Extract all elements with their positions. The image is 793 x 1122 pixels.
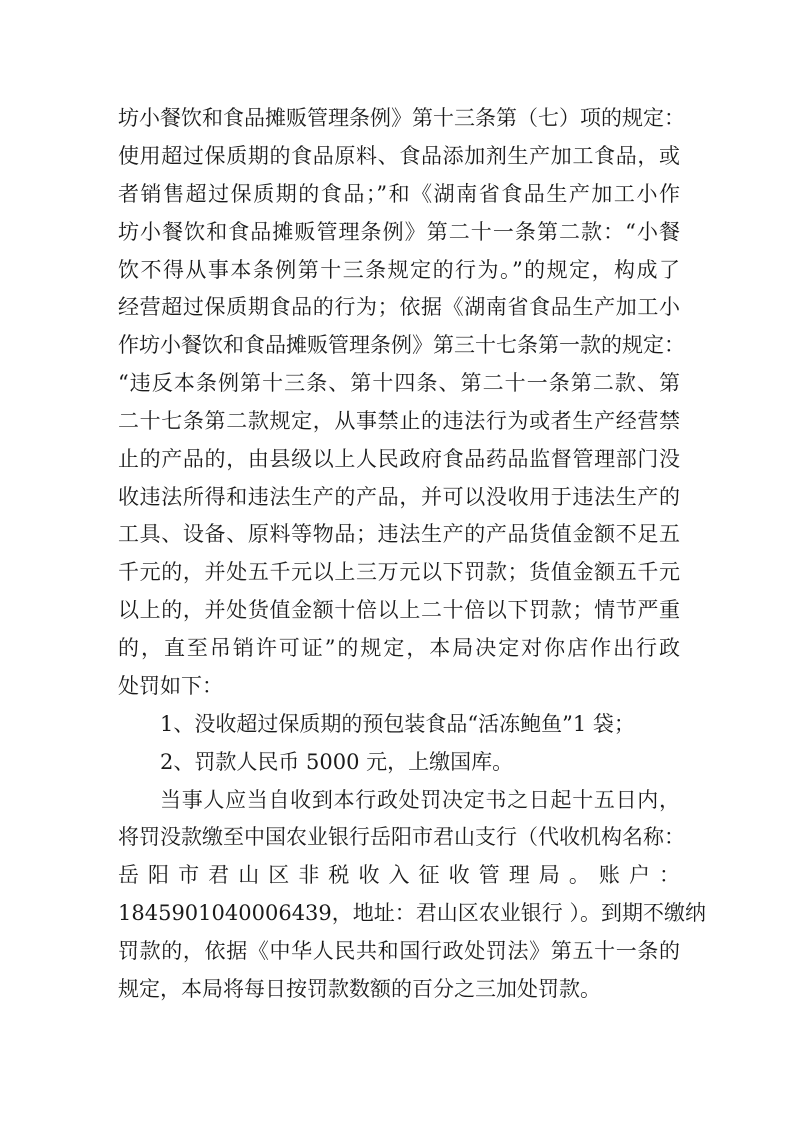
text-line: 规定，本局将每日按罚款数额的百分之三加处罚款。	[118, 977, 601, 1001]
text-line: 收违法所得和违法生产的产品，并可以没收用于违法生产的	[118, 485, 680, 509]
text-line: 经营超过保质期食品的行为；依据《湖南省食品生产加工小	[118, 295, 680, 319]
text-line: 1845901040006439，地址：君山区农业银行 ）。到期不缴纳	[118, 901, 706, 925]
text-line: 使用超过保质期的食品原料、食品添加剂生产加工食品，或	[118, 144, 680, 168]
text-line: 饮不得从事本条例第十三条规定的行为。”的规定，构成了	[118, 258, 680, 282]
text-line: 工具、设备、原料等物品；违法生产的产品货值金额不足五	[118, 522, 680, 546]
text-line: “违反本条例第十三条、第十四条、第二十一条第二款、第	[118, 371, 680, 395]
list-item: 1、没收超过保质期的预包装食品“活冻鲍鱼”1 袋；	[160, 712, 635, 736]
text-line: 千元的，并处五千元以上三万元以下罚款；货值金额五千元	[118, 560, 680, 584]
text-line: 将罚没款缴至中国农业银行岳阳市君山支行（代收机构名称：	[118, 825, 685, 849]
text-line: 作坊小餐饮和食品摊贩管理条例》第三十七条第一款的规定：	[118, 333, 685, 357]
text-line: 罚款的，依据《中华人民共和国行政处罚法》第五十一条的	[118, 939, 680, 963]
text-line: 以上的，并处货值金额十倍以上二十倍以下罚款；情节严重	[118, 598, 680, 622]
list-item: 2、罚款人民币 5000 元，上缴国库。	[160, 750, 514, 774]
text-line: 止的产品的，由县级以上人民政府食品药品监督管理部门没	[118, 447, 680, 471]
text-line: 二十七条第二款规定，从事禁止的违法行为或者生产经营禁	[118, 409, 680, 433]
text-line: 者销售超过保质期的食品；”和《湖南省食品生产加工小作	[118, 182, 680, 206]
text-line: 坊小餐饮和食品摊贩管理条例》第二十一条第二款：“小餐	[118, 220, 680, 244]
text-line: 坊小餐饮和食品摊贩管理条例》第十三条第（七）项的规定：	[118, 106, 685, 130]
text-line: 岳阳市君山区非税收入征收管理局。账户：	[118, 863, 680, 887]
text-line: 处罚如下：	[118, 674, 223, 698]
paragraph-start: 当事人应当自收到本行政处罚决定书之日起十五日内，	[160, 788, 680, 812]
text-line: 的，直至吊销许可证”的规定，本局决定对你店作出行政	[118, 636, 680, 660]
